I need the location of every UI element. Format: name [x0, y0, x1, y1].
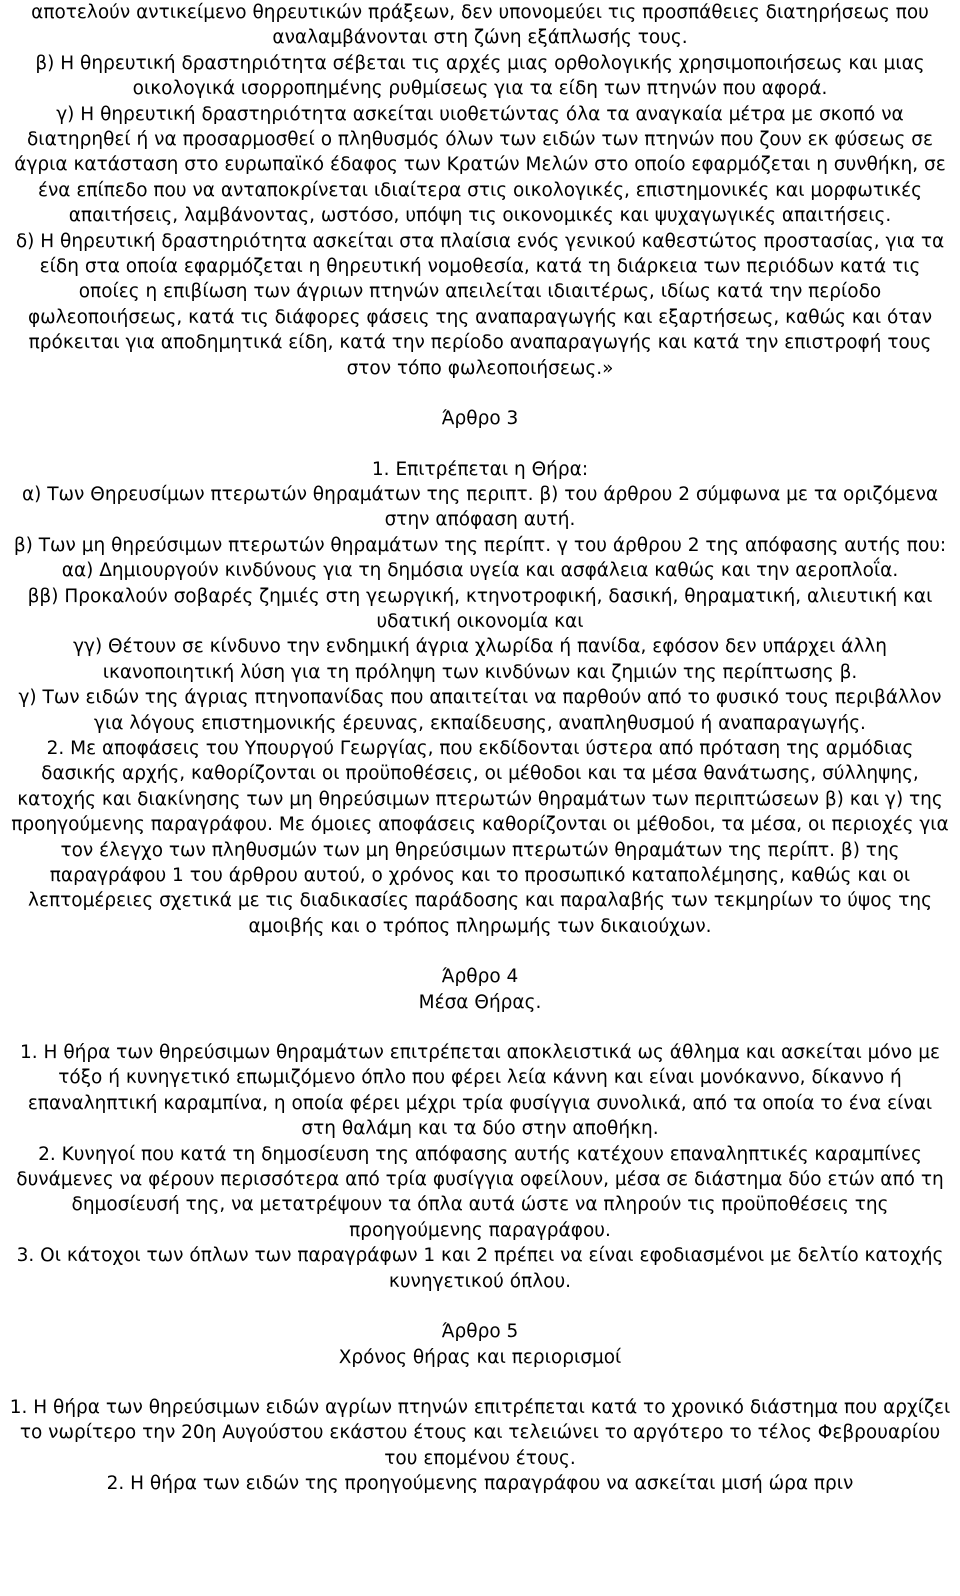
- paragraph: αποτελούν αντικείμενο θηρευτικών πράξεων, δεν υπονομεύει τις προσπάθειες διατηρήσεως που αναλαμβάνονται στη ζώνη εξάπλωσής τους.: [31, 2, 929, 49]
- paragraph: δ) Η θηρευτική δραστηριότητα ασκείται στα πλαίσια ενός γενικού καθεστώτος προστασίας, για τα είδη στα οποία εφαρμόζεται η θηρευτική νομοθεσία, κατά τη διάρκεια των περιόδων κατά τις οποίες η επιβίωση των άγριων πτηνών απειλείται ιδιαιτέρως, ιδίως κατά την περίοδο φωλεοποιήσεως, κατά τις διάφορες φάσεις της αναπαραγωγής και εξαρτήσεως, καθώς και όταν πρόκειται για αποδημητικά είδη, κατά την περίοδο αναπαραγωγής και κατά την επιστροφή τους στον τόπο φωλεοποιήσεως.»: [15, 230, 945, 379]
- spacer: [8, 1015, 952, 1040]
- spacer: [8, 381, 952, 406]
- spacer: [8, 1294, 952, 1319]
- paragraph: 2. Κυνηγοί που κατά τη δημοσίευση της απόφασης αυτής κατέχουν επαναληπτικές καραμπίνες δυνάμενες να φέρουν περισσότερα από τρία φυσίγγια οφείλουν, μέσα σε διάστημα δύο ετών από τη δημοσίευσή της, να μετατρέψουν τα όπλα αυτά ώστε να πληρούν τις προϋποθέσεις της προηγούμενης παραγράφου.: [16, 1143, 944, 1241]
- paragraph: ββ) Προκαλούν σοβαρές ζημιές στη γεωργική, κτηνοτροφική, δασική, θηραματική, αλιευτική και υδατική οικονομία και: [27, 585, 933, 632]
- paragraph: 1. Η θήρα των θηρεύσιμων ειδών αγρίων πτηνών επιτρέπεται κατά το χρονικό διάστημα που αρχίζει το νωρίτερο την 20η Αυγούστου εκάστου έτους και τελειώνει το αργότερο το τέλος Φεβρουαρίου του επομένου έτους.: [9, 1396, 951, 1469]
- spacer: [8, 939, 952, 964]
- spacer: [8, 432, 952, 457]
- article-5-heading: Άρθρο 5: [441, 1321, 519, 1343]
- paragraph: γ) Η θηρευτική δραστηριότητα ασκείται υιοθετώντας όλα τα αναγκαία μέτρα με σκοπό να διατηρηθεί ή να προσαρμοσθεί ο πληθυσμός όλων των ειδών των πτηνών που ζουν εκ φύσεως σε άγρια κατάσταση στο ευρωπαϊκό έδαφος των Κρατών Μελών στο οποίο εφαρμόζεται η συνθήκη, σε ένα επίπεδο που να ανταποκρίνεται ιδιαίτερα στις οικολογικές, επιστημονικές και μορφωτικές απαιτήσεις, λαμβάνοντας, ωστόσο, υπόψη τις οικονομικές και ψυχαγωγικές απαιτήσεις.: [14, 103, 946, 227]
- paragraph: β) Η θηρευτική δραστηριότητα σέβεται τις αρχές μιας ορθολογικής χρησιμοποιήσεως και μιας οικολογικά ισορροπημένης ρυθμίσεως για τα είδη των πτηνών που αφορά.: [35, 52, 925, 100]
- paragraph: γγ) Θέτουν σε κίνδυνο την ενδημική άγρια χλωρίδα ή πανίδα, εφόσον δεν υπάρχει άλλη ικανοποιητική λύση για τη πρόληψη των κινδύνων και ζημιών της περίπτωσης β.: [73, 636, 887, 683]
- article-4-heading: Άρθρο 4: [441, 966, 519, 988]
- paragraph: β) Των μη θηρεύσιμων πτερωτών θηραμάτων της περίπτ. γ του άρθρου 2 της απόφασης αυτής που:: [13, 534, 947, 556]
- paragraph: 2. Η θήρα των ειδών της προηγούμενης παραγράφου να ασκείται μισή ώρα πριν: [106, 1473, 854, 1495]
- paragraph: α) Των Θηρευσίμων πτερωτών θηραμάτων της περιπτ. β) του άρθρου 2 σύμφωνα με τα οριζόμενα στην απόφαση αυτή.: [21, 483, 939, 531]
- paragraph: 3. Οι κάτοχοι των όπλων των παραγράφων 1 και 2 πρέπει να είναι εφοδιασμένοι με δελτίο κατοχής κυνηγετικού όπλου.: [16, 1245, 944, 1292]
- paragraph: 1. Επιτρέπεται η Θήρα:: [371, 458, 589, 480]
- paragraph: αα) Δημιουργούν κινδύνους για τη δημόσια υγεία και ασφάλεια καθώς και την αεροπλοΐα.: [61, 560, 899, 582]
- article-4-subheading: Μέσα Θήρας.: [418, 991, 542, 1013]
- spacer: [8, 1370, 952, 1395]
- article-3-heading: Άρθρο 3: [441, 408, 519, 430]
- paragraph: 2. Με αποφάσεις του Υπουργού Γεωργίας, που εκδίδονται ύστερα από πρόταση της αρμόδιας δασικής αρχής, καθορίζονται οι προϋποθέσεις, οι μέθοδοι και τα μέσα θανάτωσης, σύλληψης, κατοχής και διακίνησης των μη θηρεύσιμων πτερωτών θηραμάτων των περιπτώσεων β) και γ) της προηγούμενης παραγράφου. Με όμοιες αποφάσεις καθορίζονται οι μέθοδοι, τα μέσα, οι περιοχές για τον έλεγχο των πληθυσμών των μη θηρεύσιμων πτερωτών θηραμάτων της περίπτ. β) της παραγράφου 1 του άρθρου αυτού, ο χρόνος και το προσωπικό καταπολέμησης, καθώς και οι λεπτομέρειες σχετικά με τις διαδικασίες παράδοσης και παραλαβής των τεκμηρίων το ύψος της αμοιβής και ο τρόπος πληρωμής των δικαιούχων.: [11, 737, 949, 937]
- article-5-subheading: Χρόνος θήρας και περιορισμοί: [338, 1346, 622, 1368]
- paragraph: 1. Η θήρα των θηρεύσιμων θηραμάτων επιτρέπεται αποκλειστικά ως άθλημα και ασκείται μόνο με τόξο ή κυνηγετικό επωμιζόμενο όπλο που φέρει λεία κάννη και είναι μονόκαννο, δίκαννο ή επαναληπτική καραμπίνα, η οποία φέρει μέχρι τρία φυσίγγια συνολικά, από τα οποία το ένα είναι στη θαλάμη και τα δύο στην αποθήκη.: [20, 1042, 940, 1140]
- paragraph: γ) Των ειδών της άγριας πτηνοπανίδας που απαιτείται να παρθούν από το φυσικό τους περιβάλλον για λόγους επιστημονικής έρευνας, εκπαίδευσης, αναπληθυσμού ή αναπαραγωγής.: [18, 687, 942, 734]
